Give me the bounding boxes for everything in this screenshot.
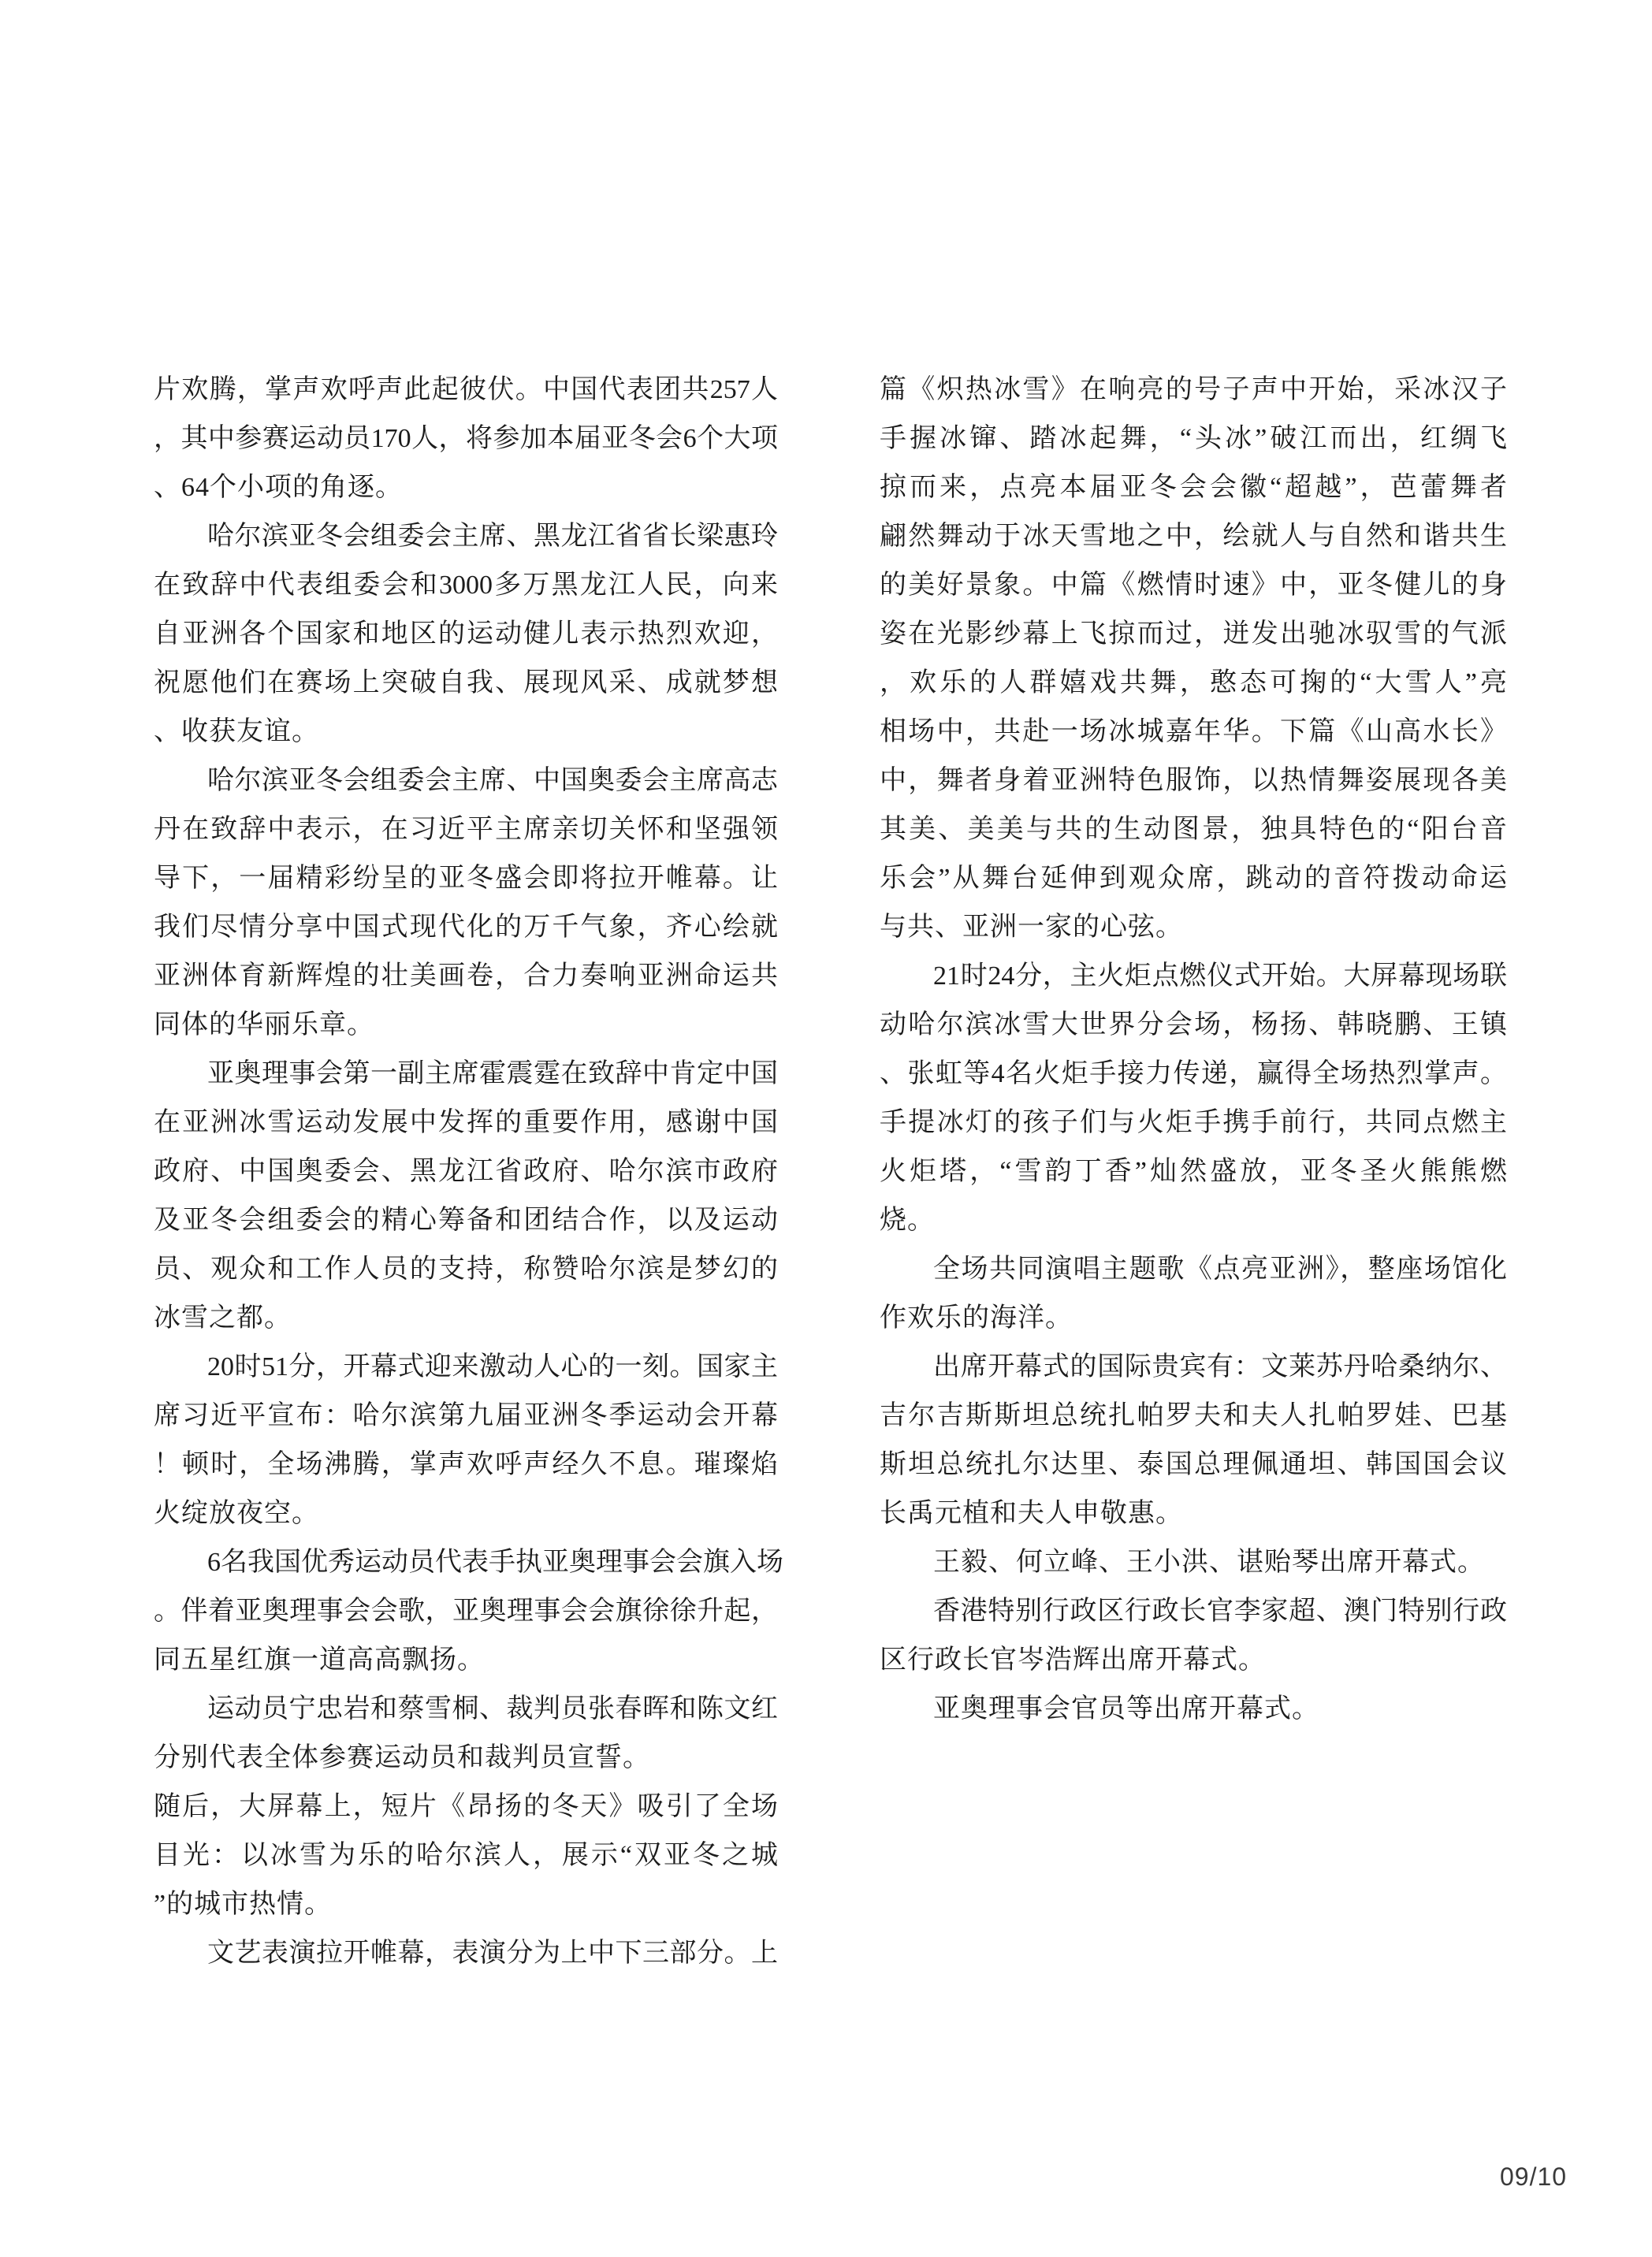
text-line: 、收获友谊。	[154, 717, 319, 746]
text-line: 王毅、何立峰、王小洪、谌贻琴出席开幕式。	[933, 1548, 1485, 1577]
text-line: 出席开幕式的国际贵宾有：文莱苏丹哈桑纳尔、	[933, 1352, 1507, 1381]
text-line: 自亚洲各个国家和地区的运动健儿表示热烈欢迎，	[154, 619, 778, 649]
text-line: ！顿时，全场沸腾，掌声欢呼声经久不息。璀璨焰	[154, 1450, 778, 1479]
text-line: 作欢乐的海洋。	[880, 1303, 1073, 1333]
text-line: 同体的华丽乐章。	[154, 1010, 374, 1039]
text-line: 火炬塔，“雪韵丁香”灿然盛放，亚冬圣火熊熊燃	[880, 1157, 1507, 1186]
text-line: 的美好景象。中篇《燃情时速》中，亚冬健儿的身	[880, 571, 1507, 600]
text-line: ”的城市热情。	[154, 1890, 333, 1919]
text-line: 、64个小项的角逐。	[154, 473, 403, 502]
page-number: 09/10	[1500, 2162, 1568, 2191]
text-line: 20时51分，开幕式迎来激动人心的一刻。国家主	[207, 1352, 778, 1381]
text-line: 篇《炽热冰雪》在响亮的号子声中开始，采冰汉子	[880, 375, 1507, 404]
text-line: 其美、美美与共的生动图景，独具特色的“阳台音	[880, 815, 1507, 844]
text-line: 乐会”从舞台延伸到观众席，跳动的音符拨动命运	[880, 864, 1507, 893]
text-line: 姿在光影纱幕上飞掠而过，迸发出驰冰驭雪的气派	[880, 619, 1507, 649]
text-line: 哈尔滨亚冬会组委会主席、黑龙江省省长梁惠玲	[207, 522, 778, 551]
text-line: 亚奥理事会第一副主席霍震霆在致辞中肯定中国	[207, 1059, 778, 1088]
text-line: 文艺表演拉开帷幕，表演分为上中下三部分。上	[207, 1939, 778, 1968]
text-line: 烧。	[880, 1206, 935, 1235]
text-line: 随后，大屏幕上，短片《昂扬的冬天》吸引了全场	[154, 1792, 778, 1821]
text-line: 全场共同演唱主题歌《点亮亚洲》，整座场馆化	[933, 1255, 1507, 1284]
text-line: 同五星红旗一道高高飘扬。	[154, 1645, 485, 1675]
text-line: 香港特别行政区行政长官李家超、澳门特别行政	[933, 1597, 1507, 1626]
text-line: 我们尽情分享中国式现代化的万千气象，齐心绘就	[154, 913, 778, 942]
text-line: 21时24分，主火炬点燃仪式开始。大屏幕现场联	[933, 961, 1507, 991]
text-line: 在亚洲冰雪运动发展中发挥的重要作用，感谢中国	[154, 1108, 778, 1137]
text-line: 席习近平宣布：哈尔滨第九届亚洲冬季运动会开幕	[154, 1401, 778, 1430]
text-line: 6名我国优秀运动员代表手执亚奥理事会会旗入场	[207, 1548, 783, 1577]
text-line: 目光：以冰雪为乐的哈尔滨人，展示“双亚冬之城	[154, 1841, 778, 1870]
text-line: 运动员宁忠岩和蔡雪桐、裁判员张春晖和陈文红	[207, 1694, 778, 1723]
text-line: 长禹元植和夫人申敬惠。	[880, 1499, 1183, 1528]
text-line: 手提冰灯的孩子们与火炬手携手前行，共同点燃主	[880, 1108, 1507, 1137]
text-line: 丹在致辞中表示，在习近平主席亲切关怀和坚强领	[154, 815, 778, 844]
text-line: 吉尔吉斯斯坦总统扎帕罗夫和夫人扎帕罗娃、巴基	[880, 1401, 1507, 1430]
article-column-right	[880, 366, 1507, 1734]
text-line: 分别代表全体参赛运动员和裁判员宣誓。	[154, 1743, 650, 1772]
text-line: 在致辞中代表组委会和3000多万黑龙江人民，向来	[154, 571, 778, 600]
text-line: 。伴着亚奥理事会会歌，亚奥理事会会旗徐徐升起，	[154, 1597, 778, 1626]
text-line: 手握冰镩、踏冰起舞，“头冰”破江而出，红绸飞	[880, 424, 1507, 453]
text-line: 动哈尔滨冰雪大世界分会场，杨扬、韩晓鹏、王镇	[880, 1010, 1507, 1039]
text-line: ，欢乐的人群嬉戏共舞，憨态可掬的“大雪人”亮	[880, 668, 1507, 697]
text-line: 祝愿他们在赛场上突破自我、展现风采、成就梦想	[154, 668, 778, 697]
text-line: 区行政长官岑浩辉出席开幕式。	[880, 1645, 1266, 1675]
article-column-left	[154, 366, 783, 1978]
text-line: 政府、中国奥委会、黑龙江省政府、哈尔滨市政府	[154, 1157, 778, 1186]
text-line: 导下，一届精彩纷呈的亚冬盛会即将拉开帷幕。让	[154, 864, 778, 893]
text-line: 相场中，共赴一场冰城嘉年华。下篇《山高水长》	[880, 717, 1507, 746]
text-line: 冰雪之都。	[154, 1303, 292, 1333]
text-line: 亚奥理事会官员等出席开幕式。	[933, 1694, 1319, 1723]
text-line: 与共、亚洲一家的心弦。	[880, 913, 1183, 942]
text-line: 中，舞者身着亚洲特色服饰，以热情舞姿展现各美	[880, 766, 1507, 795]
text-line: 及亚冬会组委会的精心筹备和团结合作，以及运动	[154, 1206, 778, 1235]
text-line: 、张虹等4名火炬手接力传递，赢得全场热烈掌声。	[880, 1059, 1507, 1088]
text-line: 哈尔滨亚冬会组委会主席、中国奥委会主席高志	[207, 766, 778, 795]
text-line: 员、观众和工作人员的支持，称赞哈尔滨是梦幻的	[154, 1255, 778, 1284]
text-line: 掠而来，点亮本届亚冬会会徽“超越”，芭蕾舞者	[880, 473, 1507, 502]
text-line: ，其中参赛运动员170人，将参加本届亚冬会6个大项	[154, 424, 778, 453]
text-line: 亚洲体育新辉煌的壮美画卷，合力奏响亚洲命运共	[154, 961, 778, 991]
text-line: 片欢腾，掌声欢呼声此起彼伏。中国代表团共257人	[154, 375, 778, 404]
text-line: 斯坦总统扎尔达里、泰国总理佩通坦、韩国国会议	[880, 1450, 1507, 1479]
text-line: 火绽放夜空。	[154, 1499, 319, 1528]
text-line: 翩然舞动于冰天雪地之中，绘就人与自然和谐共生	[880, 522, 1507, 551]
